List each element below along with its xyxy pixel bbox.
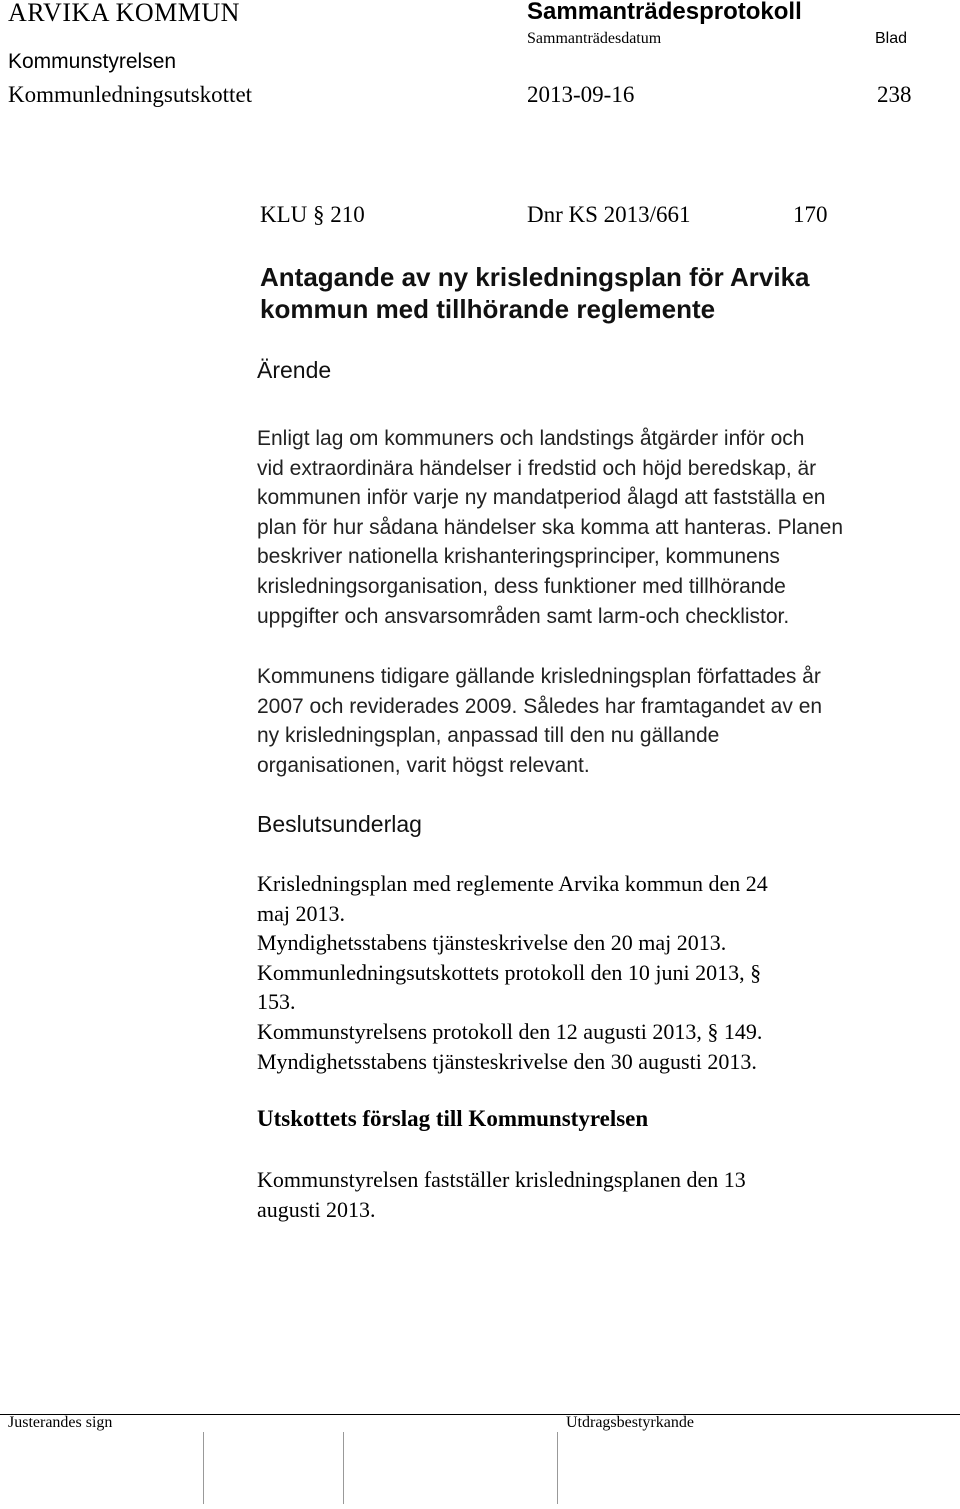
text-line: Kommunstyrelsen fastställer krisledningsplanen den 13 xyxy=(257,1167,746,1192)
text-line: uppgifter och ansvarsområden samt larm-och checklistor. xyxy=(257,604,790,628)
signature-divider xyxy=(203,1432,204,1504)
justerandes-sign-label: Justerandes sign xyxy=(8,1414,113,1431)
arende-paragraph-2 xyxy=(257,662,822,780)
text-line: Myndighetsstabens tjänsteskrivelse den 30 augusti 2013. xyxy=(257,1048,757,1074)
utdragsbestyrkande-label: Utdragsbestyrkande xyxy=(566,1414,694,1431)
signature-divider xyxy=(557,1432,558,1504)
arende-paragraph-1 xyxy=(257,424,843,631)
signature-divider xyxy=(343,1432,344,1504)
title-line: kommun med tillhörande reglemente xyxy=(260,294,716,324)
text-line: Myndighetsstabens tjänsteskrivelse den 20 maj 2013. xyxy=(257,930,727,956)
document-title xyxy=(260,261,810,325)
page-number: 238 xyxy=(877,82,912,107)
text-line: Kommunledningsutskottets protokoll den 10 juni 2013, § xyxy=(257,959,762,985)
text-line: 2007 och reviderades 2009. Således har framtagandet av en xyxy=(257,694,823,718)
text-line: vid extraordinära händelser i fredstid och höjd beredskap, är xyxy=(257,456,817,480)
text-line: maj 2013. xyxy=(257,900,345,926)
text-line: organisationen, varit högst relevant. xyxy=(257,753,590,777)
beslutsunderlag-heading: Beslutsunderlag xyxy=(257,811,422,837)
paragraph-reference: KLU § 210 xyxy=(260,202,365,227)
diary-number: Dnr KS 2013/661 xyxy=(527,202,691,227)
beslutsunderlag-list xyxy=(257,869,768,1076)
forslag-paragraph xyxy=(257,1165,746,1224)
arende-heading: Ärende xyxy=(257,357,332,383)
organization-name: ARVIKA KOMMUN xyxy=(8,0,240,27)
page-label: Blad xyxy=(875,30,908,47)
text-line: Kommunstyrelsens protokoll den 12 augusti 2013, § 149. xyxy=(257,1018,763,1044)
title-line: Antagande av ny krisledningsplan för Arvika xyxy=(260,262,810,292)
text-line: augusti 2013. xyxy=(257,1196,376,1222)
board-name: Kommunstyrelsen xyxy=(8,50,177,73)
case-number: 170 xyxy=(793,202,828,227)
forslag-heading: Utskottets förslag till Kommunstyrelsen xyxy=(257,1106,649,1131)
text-line: plan för hur sådana händelser ska komma att hanteras. Planen xyxy=(257,515,844,539)
protocol-title: Sammanträdesprotokoll xyxy=(527,0,802,25)
committee-name: Kommunledningsutskottet xyxy=(8,82,253,107)
date-label: Sammanträdesdatum xyxy=(527,30,662,47)
text-line: kommunen inför varje ny mandatperiod ålagd att fastställa en xyxy=(257,486,826,510)
text-line: Krisledningsplan med reglemente Arvika kommun den 24 xyxy=(257,871,768,896)
text-line: Kommunens tidigare gällande krisledningsplan författades år xyxy=(257,665,821,688)
text-line: beskriver nationella krishanteringsprinciper, kommunens xyxy=(257,545,780,569)
text-line: krisledningsorganisation, dess funktioner med tillhörande xyxy=(257,574,786,598)
text-line: Enligt lag om kommuners och landstings åtgärder inför och xyxy=(257,427,805,450)
footer-rule xyxy=(0,1414,960,1415)
meeting-date: 2013-09-16 xyxy=(527,82,635,107)
text-line: ny krisledningsplan, anpassad till den nu gällande xyxy=(257,724,720,748)
text-line: 153. xyxy=(257,989,296,1015)
